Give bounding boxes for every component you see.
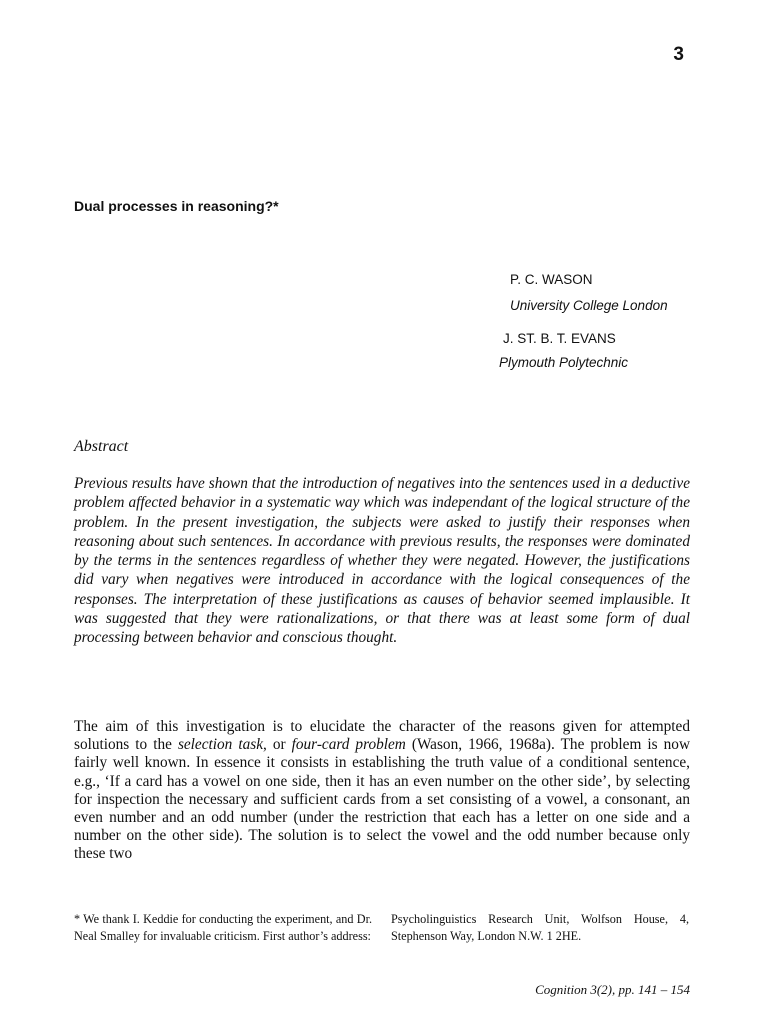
author-1-name: P. C. WASON: [510, 272, 593, 287]
author-1-affiliation: University College London: [510, 298, 668, 313]
page-number: 3: [673, 44, 684, 65]
body-paragraph: [74, 718, 690, 864]
body-text-part-2: , or: [262, 736, 292, 754]
body-emphasis-selection-task: selection task: [177, 736, 263, 754]
author-2-name: J. ST. B. T. EVANS: [503, 331, 616, 346]
author-2-affiliation: Plymouth Polytechnic: [499, 355, 629, 370]
abstract-text: Previous results have shown that the introduction of negatives into the sentences used in a deductive problem affected behavior in a systematic way which was independant of the logical structure of the problem. In the present investigation, the subjects were asked to justify their responses when reasoning about such sentences. In accordance with previous results, the responses were dominated by the terms in the sentences regardless of whether they were negated. However, the justifications did vary when negatives were introduced in accordance with the logical consequences of the responses. The interpretation of these justifications as causes of behavior seemed implausible. It was suggested that they were rationalizations, or that there was at least some form of dual processing between behavior and conscious thought.: [74, 475, 690, 647]
footnote-address: Psycholinguistics Research Unit, Wolfson House, 4, Stephenson Way, London N.W. 1 2HE.: [391, 912, 689, 943]
abstract-heading: Abstract: [74, 438, 129, 455]
body-emphasis-four-card-problem: four-card problem: [291, 736, 406, 754]
body-text-part-1: The aim of this investigation is to elucidate the character of the reasons given for attempted solutions to the: [74, 718, 690, 754]
journal-citation: Cognition 3(2), pp. 141 – 154: [535, 982, 690, 997]
footnote-acknowledgement: * We thank I. Keddie for conducting the experiment, and Dr. Neal Smalley for invaluable criticism. First author’s address:: [74, 912, 372, 943]
body-text-part-3: (Wason, 1966, 1968a). The problem is now fairly well known. In essence it consists in establishing the truth value of a conditional sentence, e.g., ‘If a card has a vowel on one side, then it has an even number on the other side’, by selecting for inspection the necessary and sufficient cards from a set consisting of a vowel, a consonant, an even number and an odd number (under the restriction that each has a letter on one side and a number on the other side). The solution is to select the vowel and the odd number because only these two: [74, 736, 690, 863]
paper-title: Dual processes in reasoning?*: [74, 198, 279, 214]
